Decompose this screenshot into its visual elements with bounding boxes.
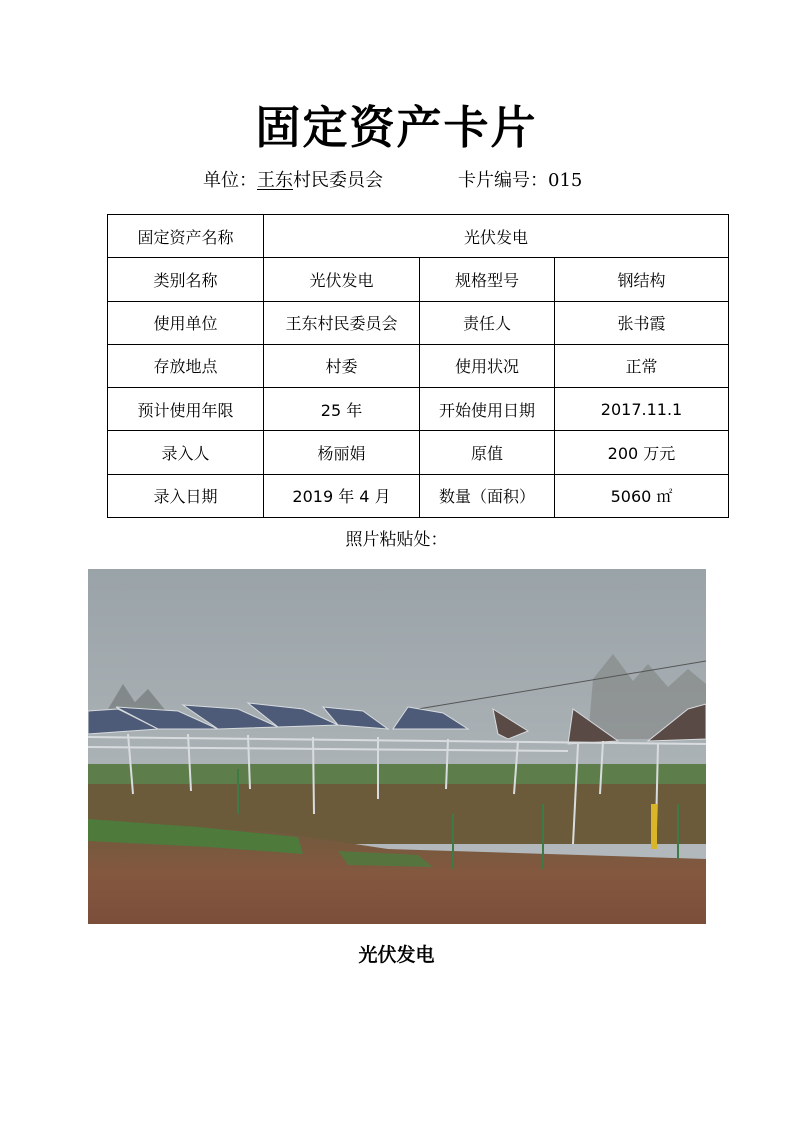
field-value: 5060 ㎡	[555, 474, 729, 517]
field-value: 钢结构	[555, 258, 729, 301]
field-label: 原值	[420, 431, 555, 474]
table-row	[108, 388, 729, 431]
unit-value-underlined: 王东	[257, 170, 293, 191]
table-row	[108, 474, 729, 517]
asset-table	[107, 214, 729, 518]
card-number-label: 卡片编号：	[458, 170, 548, 191]
table-row	[108, 258, 729, 301]
field-value: 2017.11.1	[555, 388, 729, 431]
photo-label: 照片粘贴处：	[345, 530, 448, 550]
field-value: 光伏发电	[264, 258, 420, 301]
field-label: 数量（面积）	[420, 474, 555, 517]
field-value: 村委	[264, 344, 420, 387]
photo-caption: 光伏发电	[358, 944, 435, 966]
field-value: 2019 年 4 月	[264, 474, 420, 517]
solar-farm-photo	[88, 569, 706, 924]
asset-name-value: 光伏发电	[264, 215, 729, 258]
field-label: 存放地点	[108, 344, 264, 387]
card-number-field	[458, 168, 582, 194]
field-value: 张书霞	[555, 301, 729, 344]
table-row	[108, 344, 729, 387]
field-label: 使用状况	[420, 344, 555, 387]
field-label: 责任人	[420, 301, 555, 344]
field-label: 规格型号	[420, 258, 555, 301]
field-value: 王东村民委员会	[264, 301, 420, 344]
unit-value: 村民委员会	[293, 170, 383, 191]
page-title: 固定资产卡片	[255, 101, 538, 154]
field-label: 录入人	[108, 431, 264, 474]
table-row	[108, 215, 729, 258]
table-row	[108, 301, 729, 344]
table-row	[108, 431, 729, 474]
field-value: 25 年	[264, 388, 420, 431]
card-header	[0, 168, 793, 194]
card-number-value: 015	[548, 170, 583, 191]
field-label: 使用单位	[108, 301, 264, 344]
field-label: 类别名称	[108, 258, 264, 301]
field-value: 杨丽娟	[264, 431, 420, 474]
unit-field	[203, 168, 383, 194]
field-value: 200 万元	[555, 431, 729, 474]
field-label: 开始使用日期	[420, 388, 555, 431]
field-value: 正常	[555, 344, 729, 387]
unit-label: 单位：	[203, 170, 257, 191]
field-label: 预计使用年限	[108, 388, 264, 431]
field-label: 录入日期	[108, 474, 264, 517]
asset-name-label: 固定资产名称	[108, 215, 264, 258]
